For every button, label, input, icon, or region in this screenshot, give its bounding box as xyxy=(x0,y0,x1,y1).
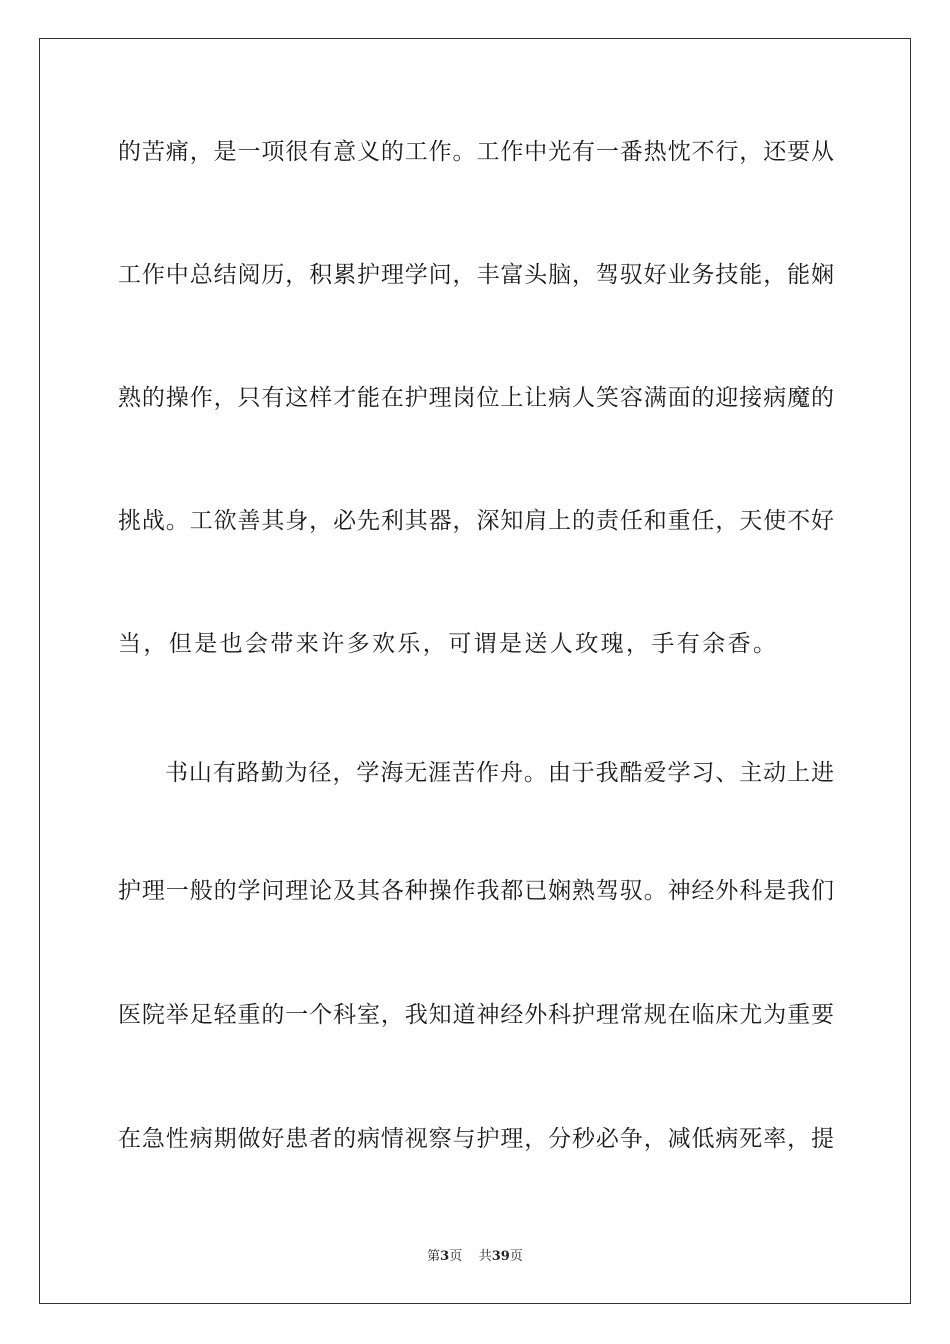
page-border xyxy=(39,38,911,1304)
text-line-2: 工作中总结阅历，积累护理学问，丰富头脑，驾驭好业务技能，能娴 xyxy=(118,262,834,288)
page-suffix: 页 xyxy=(449,1249,463,1264)
text-line-5: 当，但是也会带来许多欢乐，可谓是送人玫瑰，手有余香。 xyxy=(118,631,779,657)
text-line-9: 在急性病期做好患者的病情视察与护理，分秒必争，减低病死率，提 xyxy=(118,1126,834,1152)
text-line-4: 挑战。工欲善其身，必先利其器，深知肩上的责任和重任，天使不好 xyxy=(118,508,834,534)
page-prefix: 第 xyxy=(427,1249,441,1264)
text-line-8: 医院举足轻重的一个科室，我知道神经外科护理常规在临床尤为重要 xyxy=(118,1002,834,1028)
current-page-number: 3 xyxy=(440,1249,450,1264)
text-line-1: 的苦痛，是一项很有意义的工作。工作中光有一番热忱不行，还要从 xyxy=(118,139,834,165)
total-prefix: 共 xyxy=(478,1249,492,1264)
text-line-3: 熟的操作，只有这样才能在护理岗位上让病人笑容满面的迎接病魔的 xyxy=(118,385,834,411)
total-page-count: 39 xyxy=(491,1249,510,1264)
text-line-7: 护理一般的学问理论及其各种操作我都已娴熟驾驭。神经外科是我们 xyxy=(118,878,834,904)
paragraph-2-line-1: 书山有路勤为径，学海无涯苦作舟。由于我酷爱学习、主动上进 xyxy=(165,760,834,786)
total-suffix: 页 xyxy=(509,1249,523,1264)
page-footer xyxy=(0,1249,950,1265)
